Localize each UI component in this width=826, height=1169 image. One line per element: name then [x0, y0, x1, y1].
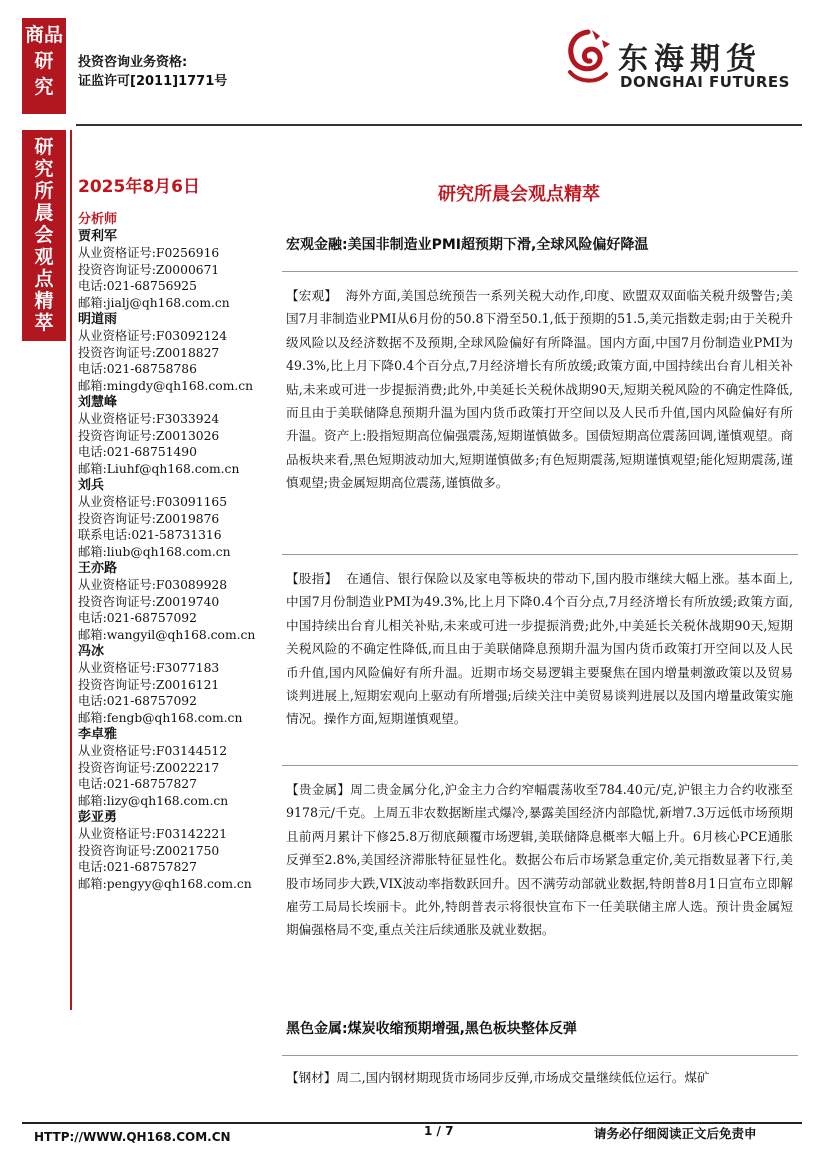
text-precious-metals: 周二贵金属分化,沪金主力合约窄幅震荡收至784.40元/克,沪银主力合约收涨至9178元/千克。上周五非农数据断崖式爆冷,暴露美国经济内部隐忧,新增7.3万远低市场预期且前两月累计下修25.8万彻底颠覆市场逻辑,美联储降息概率大幅上升。6月核心PCE通胀反弹至2.8%,美国经济滞胀特征显性化。数据公布后市场紧急重定价,美元指数显著下行,美股市场同步大跌,VIX波动率指数跃回升。因不满劳动部就业数据,特朗普8月1日宣布立即解雇劳工局局长埃丽卡。此外,特朗普表示将很快宣布下一任美联储主席人选。预计贵金属短期偏强格局不变,重点关注后续通胀及就业数据。 [286, 782, 793, 938]
text-macro: 海外方面,美国总统预告一系列关税大动作,印度、欧盟双双面临关税升级警告;美国7月非制造业PMI从6月份的50.8下滑至50.1,低于预期的51.5,美元指数走弱;由于关税升级风险以及经济数据不及预期,全球风险偏好有所降温。国内方面,中国7月份制造业PMI为49.3%,比上月下降0.4个百分点,7月经济增长有所放缓;政策方面,中国持续出台育儿相关补贴,未来或可进一步提振消费;此外,中美延长关税休战期90天,短期关税风险的不确定性降低,而且由于美联储降息预期升温为国内货币政策打开空间以及人民币升值,国内风险偏好有所升温。资产上:股指短期高位偏强震荡,短期谨慎做多。国债短期高位震荡回调,谨慎观望。商品板块来看,黑色短期波动加大,短期谨慎做多;有色短期震荡,短期谨慎观望;能化短期震荡,谨慎观望;贵金属短期高位震荡,谨慎做多。 [286, 288, 794, 491]
side-tab-text: 商品 [24, 24, 63, 46]
analyst-detail: 邮箱:pengyy@qh168.com.cn [78, 876, 252, 891]
side-tab-text: 研 [34, 50, 54, 72]
analyst-detail: 电话:021-68756925 [78, 279, 197, 293]
text-steel: 周二,国内钢材期现货市场同步反弹,市场成交量继续低位运行。煤矿 [336, 1070, 710, 1085]
left-red-rule [70, 130, 72, 1010]
analyst-name: 明道雨 [78, 312, 118, 327]
analyst-detail: 投资咨询证号:Z0000671 [78, 262, 220, 277]
analyst-detail: 投资咨询证号:Z0016121 [78, 677, 220, 692]
analyst-detail: 邮箱:wangyil@qh168.com.cn [78, 627, 256, 642]
analyst-detail: 投资咨询证号:Z0022217 [78, 760, 220, 775]
analyst-detail: 电话:021-68757827 [78, 860, 197, 874]
paragraph-macro [286, 284, 793, 495]
report-title: 研究所晨会观点精萃 [438, 184, 600, 205]
analyst-detail: 从业资格证号:F03144512 [78, 744, 228, 758]
analyst-detail: 联系电话:021-58731316 [78, 528, 222, 542]
logo-chinese-name: 东海期货 [618, 42, 762, 77]
analyst-detail: 从业资格证号:F03091165 [78, 495, 228, 509]
section-title-macro: 宏观金融:美国非制造业PMI超预期下滑,全球风险偏好降温 [286, 237, 649, 253]
side-tab-char: 观 [34, 246, 54, 268]
analyst-detail: 邮箱:Liuhf@qh168.com.cn [78, 461, 240, 476]
analyst-detail: 从业资格证号:F03089928 [78, 578, 228, 592]
dragon-logo-icon [562, 28, 614, 90]
analyst-detail: 邮箱:fengb@qh168.com.cn [78, 710, 243, 725]
analyst-detail: 投资咨询证号:Z0021750 [78, 843, 220, 858]
logo-english-name: DONGHAI FUTURES [620, 73, 790, 91]
analyst-detail: 电话:021-68757092 [78, 694, 197, 708]
report-date: 2025年8月6日 [78, 177, 200, 197]
analyst-list [78, 212, 268, 892]
tag-precious-metals: 【贵金属】 [286, 782, 351, 797]
section-divider-macro [282, 271, 798, 272]
tag-steel: 【钢材】 [286, 1070, 337, 1085]
analyst-detail: 邮箱:lizy@qh168.com.cn [78, 793, 229, 808]
paragraph-steel [286, 1066, 793, 1090]
analyst-detail: 邮箱:jialj@qh168.com.cn [78, 295, 230, 310]
analyst-detail: 邮箱:liub@qh168.com.cn [78, 544, 231, 559]
side-tab-char: 究 [34, 158, 54, 180]
analyst-name: 冯冰 [78, 644, 105, 659]
qualification-line-2: 证监许可[2011]1771号 [78, 74, 228, 89]
side-tab-char: 研 [34, 136, 54, 158]
side-tab-char: 会 [34, 224, 54, 246]
paragraph-stock-index [286, 567, 793, 731]
analyst-detail: 电话:021-68758786 [78, 362, 197, 376]
analyst-name: 彭亚勇 [78, 810, 118, 825]
analyst-detail: 投资咨询证号:Z0019876 [78, 511, 220, 526]
analyst-detail: 从业资格证号:F3077183 [78, 661, 220, 675]
analysts-heading: 分析师 [78, 212, 118, 227]
side-tab-char: 萃 [34, 312, 54, 334]
header-divider [76, 124, 802, 126]
analyst-name: 李卓雅 [78, 727, 118, 742]
side-tab-char: 晨 [34, 202, 54, 224]
analyst-detail: 投资咨询证号:Z0019740 [78, 594, 220, 609]
analyst-detail: 从业资格证号:F0256916 [78, 246, 220, 260]
footer-page-number: 1 / 7 [424, 1124, 454, 1138]
footer-website: HTTP://WWW.QH168.COM.CN [34, 1130, 231, 1144]
analyst-detail: 电话:021-68757827 [78, 777, 197, 791]
section-title-black-metals: 黑色金属:煤炭收缩预期增强,黑色板块整体反弹 [286, 1021, 577, 1037]
analyst-name: 刘慧峰 [78, 395, 118, 410]
analyst-name: 刘兵 [78, 478, 105, 493]
side-tab-commodity-research [22, 18, 66, 114]
analyst-detail: 从业资格证号:F3033924 [78, 412, 220, 426]
tag-macro: 【宏观】 [286, 288, 338, 303]
analyst-detail: 从业资格证号:F03142221 [78, 827, 228, 841]
section-divider-black [282, 1055, 798, 1056]
tag-stock-index: 【股指】 [286, 571, 338, 586]
analyst-detail: 电话:021-68757092 [78, 611, 197, 625]
footer-disclaimer: 请务必仔细阅读正文后免责申 [594, 1126, 757, 1141]
analyst-detail: 投资咨询证号:Z0018827 [78, 345, 220, 360]
analyst-name: 王亦路 [78, 561, 118, 576]
qualification-line-1: 投资咨询业务资格: [78, 55, 188, 70]
text-stock-index: 在通信、银行保险以及家电等板块的带动下,国内股市继续大幅上涨。基本面上,中国7月份制造业PMI为49.3%,比上月下降0.4个百分点,7月经济增长有所放缓;政策方面,中国持续出台育儿相关补贴,未来或可进一步提振消费;此外,中美延长关税休战期90天,短期关税风险的不确定性降低,而且由于美联储降息预期升温为国内货币政策打开空间以及人民币升值,国内风险偏好有所升温。近期市场交易逻辑主要聚焦在国内增量刺激政策以及贸易谈判进展上,短期宏观向上驱动有所增强;后续关注中美贸易谈判进展以及国内增量政策实施情况。操作方面,短期谨慎观望。 [286, 571, 794, 727]
section-divider-metal [282, 765, 798, 766]
side-tab-text: 究 [34, 76, 54, 98]
side-tab-char: 精 [34, 290, 54, 312]
analyst-detail: 投资咨询证号:Z0013026 [78, 428, 220, 443]
analyst-detail: 邮箱:mingdy@qh168.com.cn [78, 378, 254, 393]
paragraph-precious-metals [286, 778, 793, 942]
analyst-detail: 电话:021-68751490 [78, 445, 197, 459]
side-tab-char: 所 [34, 180, 54, 202]
side-tab-char: 点 [34, 268, 54, 290]
company-logo [562, 28, 802, 98]
side-tab-morning-briefing [22, 130, 66, 341]
section-divider-stock [282, 554, 798, 555]
analyst-detail: 从业资格证号:F03092124 [78, 329, 228, 343]
analyst-name: 贾利军 [78, 229, 118, 244]
